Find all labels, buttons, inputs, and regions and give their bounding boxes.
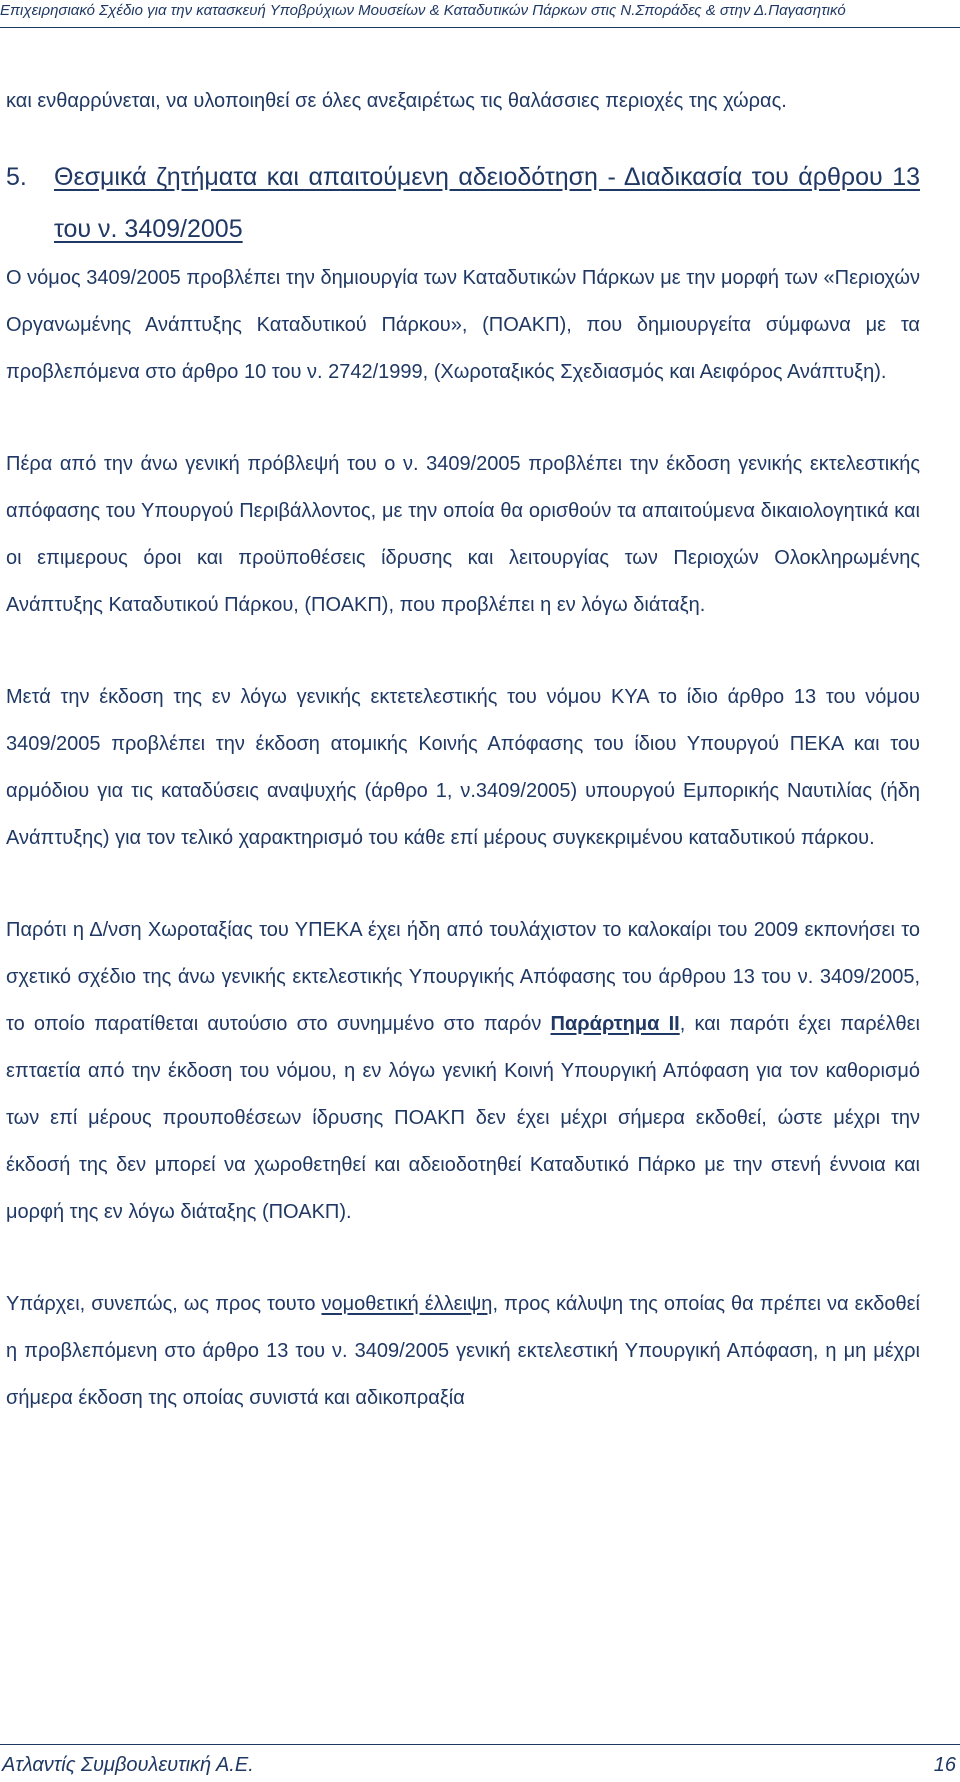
section-number: 5. — [6, 163, 27, 191]
paragraph-1: Ο νόμος 3409/2005 προβλέπει την δημιουργία των Καταδυτικών Πάρκων με την μορφή των «Περιοχών Οργανωμένης Ανάπτυξης Καταδυτικού Πάρκου», (ΠΟΑΚΠ), που δημιουργείτα σύμφωνα με τα προβλεπόμενα στο άρθρο 10 του ν. 2742/1999, (Χωροταξικός Σχεδιασμός και Αειφόρος Ανάπτυξη). — [6, 267, 920, 383]
paragraph-4-start: Παρότι η Δ/νση Χωροταξίας του ΥΠΕΚΑ έχει ήδη από τουλάχιστον το καλοκαίρι του 2009 εκπονήσει το σχετικό σχέδιο της άνω γενικής εκτελεστικής Υπουργικής Απόφασης του άρθρου 13 του ν. 3409/2005, το οποίο παρατίθεται αυτούσιο στο συνημμένο στο παρόν — [6, 919, 920, 1035]
paragraph-4 — [6, 907, 920, 1236]
paragraph-3: Μετά την έκδοση της εν λόγω γενικής εκτετελεστικής του νόμου ΚΥΑ το ίδιο άρθρο 13 του νόμου 3409/2005 προβλέπει την έκδοση ατομικής Κοινής Απόφασης του ίδιου Υπουργού ΠΕΚΑ και του αρμόδιου για τις καταδύσεις αναψυχής (άρθρο 1, ν.3409/2005) υπουργού Εμπορικής Ναυτιλίας (ήδη Ανάπτυξης) για τον τελικό χαρακτηρισμό του κάθε επί μέρους συγκεκριμένου καταδυτικού πάρκου. — [6, 686, 920, 849]
intro-paragraph: και ενθαρρύνεται, να υλοποιηθεί σε όλες ανεξαιρέτως τις θαλάσσιες περιοχές της χώρας. — [6, 90, 787, 112]
spacer — [6, 629, 920, 674]
paragraph-5-start: Υπάρχει, συνεπώς, ως προς τουτο — [6, 1293, 322, 1315]
paragraph-2: Πέρα από την άνω γενική πρόβλεψή του ο ν. 3409/2005 προβλέπει την έκδοση γενικής εκτελεστικής απόφασης του Υπουργού Περιβάλλοντος, με την οποία θα ορισθούν τα απαιτούμενα δικαιολογητικά και οι επιμερους όροι και προϋποθέσεις ίδρυσης και λειτουργίας των Περιοχών Ολοκληρωμένης Ανάπτυξης Καταδυτικού Πάρκου, (ΠΟΑΚΠ), που προβλέπει η εν λόγω διάταξη. — [6, 453, 920, 616]
spacer — [6, 125, 920, 151]
annex-link[interactable]: Παράρτημα ΙΙ — [550, 1013, 680, 1035]
paragraph-5 — [6, 1281, 920, 1422]
page-footer — [0, 1744, 960, 1782]
header-title: Επιχειρησιακό Σχέδιο για την κατασκευή Υποβρύχιων Μουσείων & Καταδυτικών Πάρκων στις Ν.Σποράδες & στην Δ.Παγασητικό — [0, 2, 846, 19]
spacer — [6, 396, 920, 441]
spacer — [6, 862, 920, 907]
section-title[interactable]: Θεσμικά ζητήματα και απαιτούμενη αδειοδότηση - Διαδικασία του άρθρου 13 του ν. 3409/2005 — [54, 163, 920, 243]
paragraph-5-end: , προς κάλυψη της οποίας θα πρέπει να εκδοθεί η προβλεπόμενη στο άρθρο 13 του ν. 3409/2005 γενική εκτελεστική Υπουργική Απόφαση, η μη μέχρι σήμερα έκδοση της οποίας συνιστά και αδικοπραξία — [6, 1293, 920, 1409]
spacer — [6, 1236, 920, 1281]
paragraph-4-end: , και παρότι έχει παρέλθει επταετία από την έκδοση του νόμου, η εν λόγω γενική Κοινή Υπουργική Απόφαση για τον καθορισμό των επί μέρους προυποθέσεων ίδρυσης ΠΟΑΚΠ δεν έχει μέχρι σήμερα εκδοθεί, ώστε μέχρι την έκδοσή της δεν μπορεί να χωροθετηθεί και αδειοδοτηθεί Καταδυτικό Πάρκο με την στενή έννοια και μορφή της εν λόγω διάταξης (ΠΟΑΚΠ). — [6, 1013, 920, 1223]
page-header — [0, 0, 960, 30]
page-number: 16 — [933, 1754, 956, 1776]
footer-company: Ατλαντίς Συμβουλευτική Α.Ε. — [2, 1754, 254, 1776]
section-heading[interactable] — [6, 151, 920, 255]
legislative-gap-emphasis: νομοθετική έλλειψη — [321, 1293, 493, 1315]
page-content — [6, 78, 920, 1422]
header-divider — [0, 27, 960, 28]
